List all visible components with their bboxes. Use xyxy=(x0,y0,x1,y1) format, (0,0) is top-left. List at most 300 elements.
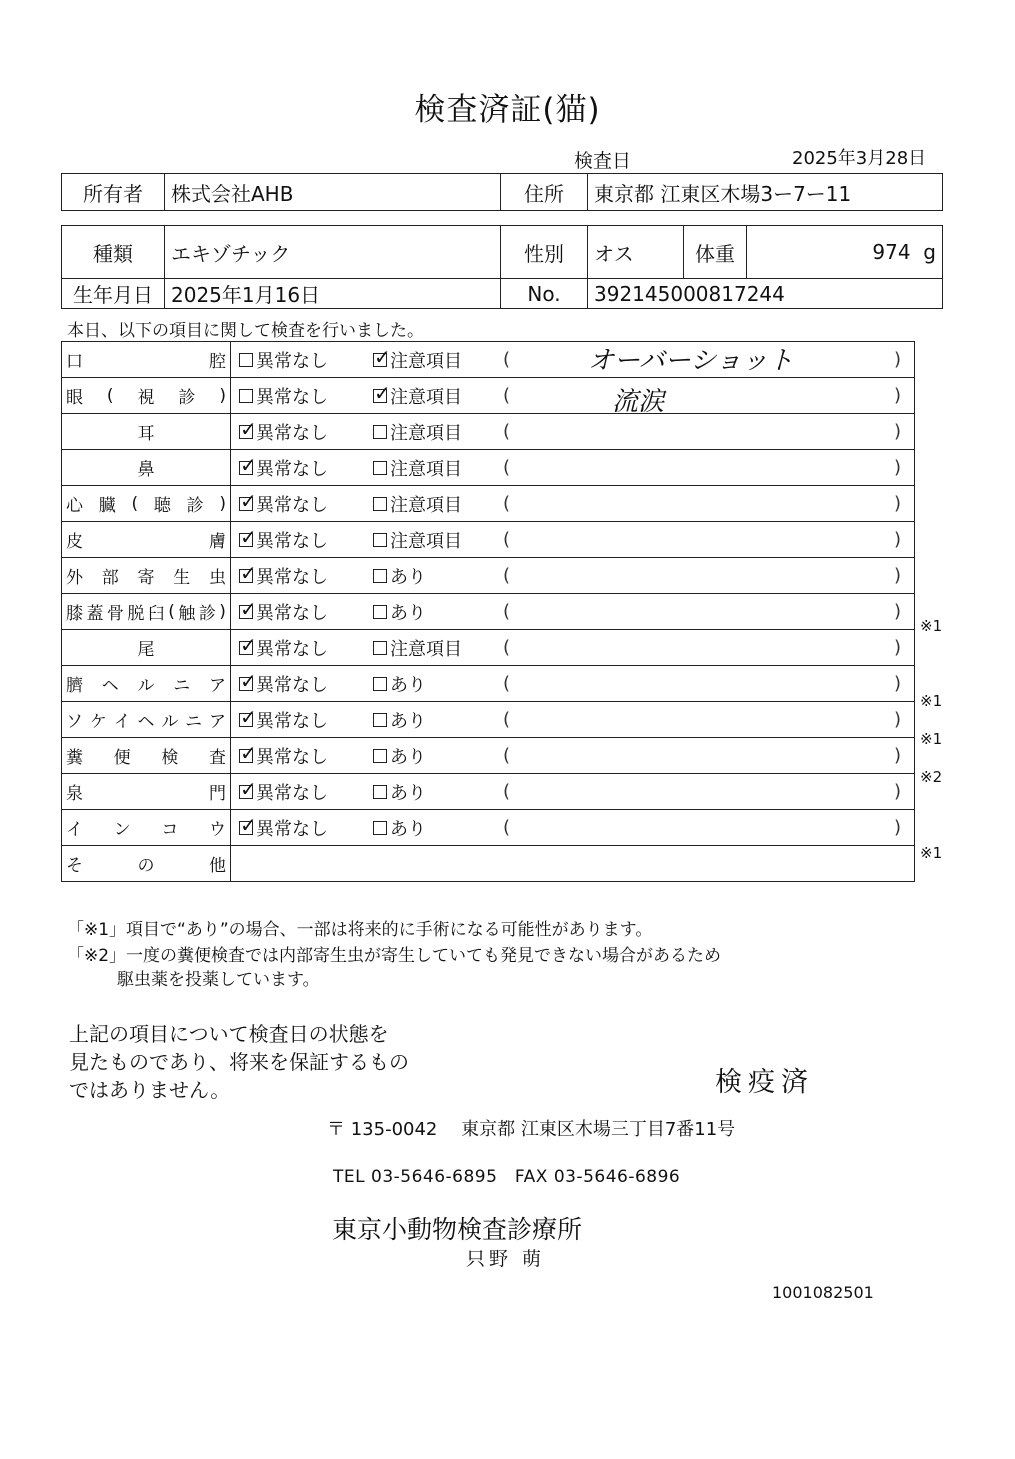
item-label-char: 部 xyxy=(101,568,119,588)
handwritten-note-eye: 流涙 xyxy=(612,387,665,417)
item-label-char: 臍 xyxy=(66,676,83,696)
caution-checkbox[interactable] xyxy=(373,671,503,697)
note-field[interactable] xyxy=(503,745,901,766)
item-label-char: 虫 xyxy=(209,568,226,588)
item-label-text xyxy=(66,383,226,408)
checkbox-box[interactable] xyxy=(239,632,257,657)
checkbox-box[interactable] xyxy=(239,596,257,621)
inspection-options xyxy=(231,558,915,594)
check-mark-icon: ✓ xyxy=(240,632,257,657)
checkbox-box[interactable] xyxy=(239,740,257,765)
inspection-options xyxy=(231,630,915,666)
normal-checkbox[interactable] xyxy=(231,524,373,553)
inspection-options xyxy=(231,450,915,486)
inspection-options xyxy=(231,594,915,630)
caution-option-label: 注意項目 xyxy=(390,530,462,552)
checkbox-box[interactable] xyxy=(239,488,257,513)
inspection-row xyxy=(62,378,915,414)
item-label-char: ケ xyxy=(89,712,107,732)
check-mark-icon: ✓ xyxy=(240,668,257,693)
note-field[interactable] xyxy=(503,493,901,514)
caution-checkbox[interactable] xyxy=(373,491,503,517)
item-label-char: ソ xyxy=(66,712,83,732)
normal-checkbox[interactable] xyxy=(231,776,373,805)
open-paren: ( xyxy=(503,817,511,838)
item-label-char: 診 xyxy=(186,496,204,516)
options-row xyxy=(231,776,914,805)
inspection-item-label xyxy=(62,450,231,486)
item-label-char: 蓋 xyxy=(86,604,104,624)
birth-value: 2025年1月16日 xyxy=(165,279,501,309)
footnote-2-line2: 駆虫薬を投薬しています。 xyxy=(117,970,320,990)
close-paren: ) xyxy=(893,529,901,550)
checkbox-box[interactable] xyxy=(373,569,387,583)
inspection-options xyxy=(231,378,915,414)
normal-checkbox[interactable] xyxy=(231,560,373,589)
close-paren: ) xyxy=(893,421,901,442)
options-row xyxy=(231,632,914,661)
clinic-address: 〒 135-0042 東京都 江東区木場三丁目7番11号 xyxy=(327,1119,736,1140)
close-paren: ) xyxy=(893,745,901,766)
page-title: 検査済証(猫) xyxy=(414,92,601,128)
normal-checkbox[interactable] xyxy=(231,347,373,373)
options-row xyxy=(231,344,914,373)
checkbox-box[interactable] xyxy=(239,812,257,837)
open-paren: ( xyxy=(503,745,511,766)
item-label-char: 聴 xyxy=(153,496,171,516)
side-note-larynx: ※1 xyxy=(920,844,943,862)
check-mark-icon: ✓ xyxy=(374,380,391,405)
note-field[interactable] xyxy=(503,385,901,406)
checkbox-box[interactable] xyxy=(239,704,257,729)
caution-option-label: 注意項目 xyxy=(390,422,462,444)
check-mark-icon: ✓ xyxy=(240,560,257,585)
open-paren: ( xyxy=(503,565,511,586)
inspection-item-label xyxy=(62,414,231,450)
close-paren: ) xyxy=(893,565,901,586)
item-label-char: そ xyxy=(66,856,83,876)
item-label-char: 膝 xyxy=(66,604,83,624)
normal-option-label: 異常なし xyxy=(256,494,328,516)
item-label-char: 生 xyxy=(173,568,191,588)
inspection-row xyxy=(62,702,915,738)
note-field[interactable] xyxy=(503,781,901,802)
statement-line3: ではありません。 xyxy=(69,1078,231,1102)
open-paren: ( xyxy=(503,385,511,406)
item-label-char: 診 xyxy=(198,604,216,624)
check-mark-icon: ✓ xyxy=(240,524,257,549)
caution-checkbox[interactable] xyxy=(373,455,503,481)
inspection-options xyxy=(231,522,915,558)
owner-label: 所有者 xyxy=(62,174,165,211)
item-label-char: ( xyxy=(106,385,114,406)
normal-checkbox[interactable] xyxy=(231,632,373,661)
caution-checkbox[interactable] xyxy=(373,779,503,805)
caution-checkbox[interactable] xyxy=(373,419,503,445)
breed-value: エキゾチック xyxy=(165,226,501,279)
weight-number: 974 xyxy=(872,240,911,264)
inspection-row xyxy=(62,666,915,702)
options-row xyxy=(231,668,914,697)
close-paren: ) xyxy=(893,385,901,406)
handwritten-note-oral: オーバーショット xyxy=(588,346,794,376)
inspection-item-label xyxy=(62,594,231,630)
open-paren: ( xyxy=(503,709,511,730)
item-label-char: ) xyxy=(219,601,226,622)
item-label-text: 耳 xyxy=(137,424,155,444)
inspection-options xyxy=(231,702,915,738)
options-row xyxy=(231,740,914,769)
number-label: No. xyxy=(501,279,588,309)
item-label-char: ン xyxy=(113,820,131,840)
options-row xyxy=(231,812,914,841)
open-paren: ( xyxy=(503,781,511,802)
open-paren: ( xyxy=(503,601,511,622)
item-label-char: 口 xyxy=(66,352,83,372)
normal-option-label: 異常なし xyxy=(256,422,328,444)
caution-option-label: 注意項目 xyxy=(390,386,462,408)
caution-checkbox[interactable] xyxy=(373,527,503,553)
item-label-text xyxy=(66,779,226,804)
normal-option-label: 異常なし xyxy=(256,782,328,804)
checkbox-box[interactable] xyxy=(239,776,257,801)
inspection-item-label xyxy=(62,846,231,882)
checkbox-box[interactable] xyxy=(373,425,387,439)
item-label-text: 尾 xyxy=(137,640,155,660)
checkbox-box[interactable] xyxy=(239,560,257,585)
checkbox-box[interactable] xyxy=(373,641,387,655)
caution-checkbox[interactable] xyxy=(373,563,503,589)
note-field[interactable] xyxy=(503,637,901,658)
owner-table xyxy=(61,173,943,211)
close-paren: ) xyxy=(893,493,901,514)
checkbox-box[interactable] xyxy=(373,749,387,763)
caution-checkbox[interactable] xyxy=(373,743,503,769)
normal-checkbox[interactable] xyxy=(231,452,373,481)
check-mark-icon: ✓ xyxy=(240,488,257,513)
check-mark-icon: ✓ xyxy=(240,704,257,729)
checkbox-box[interactable] xyxy=(373,677,387,691)
item-label-text xyxy=(66,347,226,372)
side-note-patella: ※1 xyxy=(920,617,943,635)
normal-option-label: 異常なし xyxy=(256,350,328,372)
checkbox-box[interactable] xyxy=(373,785,387,799)
inspection-options xyxy=(231,810,915,846)
normal-checkbox[interactable] xyxy=(231,488,373,517)
item-label-text xyxy=(66,491,226,516)
checkbox-box[interactable] xyxy=(373,497,387,511)
caution-option-label: あり xyxy=(390,566,426,588)
normal-option-label: 異常なし xyxy=(256,602,328,624)
document-number: 1001082501 xyxy=(772,1283,874,1302)
caution-option-label: 注意項目 xyxy=(390,494,462,516)
note-field[interactable] xyxy=(503,529,901,550)
close-paren: ) xyxy=(893,781,901,802)
item-label-char: ア xyxy=(209,676,226,696)
side-note-inguinal: ※1 xyxy=(920,730,943,748)
item-label-char: 糞 xyxy=(66,748,83,768)
inspection-row xyxy=(62,522,915,558)
item-label-char: 診 xyxy=(178,388,196,408)
checkbox-box[interactable] xyxy=(239,452,257,477)
caution-checkbox[interactable] xyxy=(373,380,503,409)
item-label-char: イ xyxy=(66,820,83,840)
item-label-char: 査 xyxy=(208,748,226,768)
inspection-item-label xyxy=(62,774,231,810)
open-paren: ( xyxy=(503,637,511,658)
side-note-fecal: ※2 xyxy=(920,768,943,786)
caution-option-label: あり xyxy=(390,818,426,840)
clinic-name: 東京小動物検査診療所 xyxy=(332,1215,583,1244)
address-label: 住所 xyxy=(501,174,588,211)
inspection-table xyxy=(61,341,915,882)
owner-value: 株式会社AHB xyxy=(165,174,501,211)
note-field[interactable] xyxy=(503,673,901,694)
item-label-char: ( xyxy=(168,601,175,622)
caution-option-label: あり xyxy=(390,602,426,624)
item-label-char: 外 xyxy=(66,568,83,588)
item-label-char: 心 xyxy=(66,496,83,516)
checkbox-box[interactable] xyxy=(373,461,387,475)
inspection-options xyxy=(231,342,915,378)
item-label-char: ) xyxy=(219,493,226,514)
item-label-text: 鼻 xyxy=(137,460,155,480)
note-field[interactable] xyxy=(503,457,901,478)
checkbox-box[interactable] xyxy=(239,353,253,367)
inspection-row xyxy=(62,414,915,450)
caution-option-label: 注意項目 xyxy=(390,458,462,480)
checkbox-box[interactable] xyxy=(239,524,257,549)
check-mark-icon: ✓ xyxy=(240,416,257,441)
note-field[interactable] xyxy=(503,817,901,838)
caution-option-label: あり xyxy=(390,746,426,768)
item-label-char: の xyxy=(137,856,155,876)
statement-line1: 上記の項目について検査日の状態を xyxy=(69,1022,389,1046)
item-label-char: ル xyxy=(161,712,179,732)
item-label-char: ) xyxy=(219,385,226,406)
item-label-char: 脱 xyxy=(127,604,145,624)
caution-checkbox[interactable] xyxy=(373,707,503,733)
inspection-row xyxy=(62,774,915,810)
inspection-row xyxy=(62,630,915,666)
normal-checkbox[interactable] xyxy=(231,383,373,409)
note-field[interactable] xyxy=(503,709,901,730)
item-label-text xyxy=(66,743,226,768)
inspection-options xyxy=(231,738,915,774)
normal-checkbox[interactable] xyxy=(231,812,373,841)
inspection-item-label xyxy=(62,702,231,738)
caution-option-label: あり xyxy=(390,782,426,804)
exam-date-value: 2025年3月28日 xyxy=(792,148,927,169)
check-mark-icon: ✓ xyxy=(240,596,257,621)
close-paren: ) xyxy=(893,637,901,658)
item-label-char: コ xyxy=(161,820,179,840)
inspection-row xyxy=(62,486,915,522)
options-row xyxy=(231,452,914,481)
weight-label: 体重 xyxy=(684,226,747,279)
animal-table xyxy=(61,225,943,309)
checkbox-box[interactable] xyxy=(239,668,257,693)
options-row xyxy=(231,380,914,409)
normal-checkbox[interactable] xyxy=(231,668,373,697)
checkbox-box[interactable] xyxy=(239,416,257,441)
checkbox-box[interactable] xyxy=(373,713,387,727)
normal-option-label: 異常なし xyxy=(256,746,328,768)
close-paren: ) xyxy=(893,817,901,838)
item-label-char: 眼 xyxy=(66,388,83,408)
inspection-item-label xyxy=(62,342,231,378)
item-label-text xyxy=(66,707,226,732)
options-row xyxy=(231,524,914,553)
open-paren: ( xyxy=(503,421,511,442)
item-label-char: 門 xyxy=(209,784,226,804)
item-label-char: 臓 xyxy=(98,496,116,516)
item-label-char: ニ xyxy=(185,712,203,732)
inspection-item-label xyxy=(62,666,231,702)
item-label-text xyxy=(66,563,226,588)
item-label-char: ニ xyxy=(173,676,191,696)
weight-value xyxy=(747,226,943,279)
item-label-char: ( xyxy=(131,493,139,514)
normal-option-label: 異常なし xyxy=(256,530,328,552)
sex-value: オス xyxy=(588,226,684,279)
item-label-char: 骨 xyxy=(106,604,124,624)
inspection-options xyxy=(231,774,915,810)
caution-option-label: 注意項目 xyxy=(390,350,462,372)
item-label-char: 臼 xyxy=(147,604,165,624)
weight-unit: g xyxy=(923,240,936,264)
item-label-text xyxy=(66,671,226,696)
checkbox-box[interactable] xyxy=(373,344,391,369)
clinic-tel-fax: TEL 03-5646-6895 FAX 03-5646-6896 xyxy=(333,1167,681,1187)
check-mark-icon: ✓ xyxy=(240,740,257,765)
open-paren: ( xyxy=(503,673,511,694)
item-label-char: 他 xyxy=(209,856,226,876)
normal-checkbox[interactable] xyxy=(231,416,373,445)
inspection-row xyxy=(62,558,915,594)
normal-option-label: 異常なし xyxy=(256,674,328,696)
breed-label: 種類 xyxy=(62,226,165,279)
inspection-row xyxy=(62,594,915,630)
options-row xyxy=(231,704,914,733)
inspection-row xyxy=(62,738,915,774)
note-field[interactable] xyxy=(503,421,901,442)
item-label-text xyxy=(66,599,226,624)
open-paren: ( xyxy=(503,457,511,478)
item-label-char: 腔 xyxy=(209,352,226,372)
normal-checkbox[interactable] xyxy=(231,704,373,733)
checkbox-box[interactable] xyxy=(373,533,387,547)
item-label-char: 皮 xyxy=(66,532,83,552)
checkbox-box[interactable] xyxy=(373,821,387,835)
caution-option-label: あり xyxy=(390,674,426,696)
normal-option-label: 異常なし xyxy=(256,566,328,588)
close-paren: ) xyxy=(893,457,901,478)
item-label-char: ア xyxy=(208,712,226,732)
item-label-char: 視 xyxy=(137,388,155,408)
options-row xyxy=(231,596,914,625)
caution-option-label: あり xyxy=(390,710,426,732)
check-mark-icon: ✓ xyxy=(240,776,257,801)
checkbox-box[interactable] xyxy=(373,380,391,405)
item-label-char: ヘ xyxy=(137,712,155,732)
inspection-item-label xyxy=(62,486,231,522)
close-paren: ) xyxy=(893,601,901,622)
open-paren: ( xyxy=(503,349,511,370)
item-label-text xyxy=(66,527,226,552)
doctor-name: 只野 萌 xyxy=(466,1248,546,1270)
close-paren: ) xyxy=(893,673,901,694)
open-paren: ( xyxy=(503,529,511,550)
inspection-item-label xyxy=(62,630,231,666)
address-value: 東京都 江東区木場3ー7ー11 xyxy=(588,174,943,211)
normal-checkbox[interactable] xyxy=(231,740,373,769)
inspection-options xyxy=(231,486,915,522)
options-row xyxy=(231,560,914,589)
inspection-item-label xyxy=(62,558,231,594)
caution-checkbox[interactable] xyxy=(373,815,503,841)
item-label-char: 寄 xyxy=(137,568,155,588)
item-label-char: 触 xyxy=(178,604,196,624)
close-paren: ) xyxy=(893,349,901,370)
sex-label: 性別 xyxy=(501,226,588,279)
normal-option-label: 異常なし xyxy=(256,710,328,732)
birth-label: 生年月日 xyxy=(62,279,165,309)
normal-option-label: 異常なし xyxy=(256,458,328,480)
options-row xyxy=(231,416,914,445)
item-label-char: 検 xyxy=(161,748,179,768)
check-mark-icon: ✓ xyxy=(240,812,257,837)
footnote-1: 「※1」項目で“あり”の場合、一部は将来的に手術になる可能性があります。 xyxy=(67,920,653,940)
inspection-row xyxy=(62,450,915,486)
inspection-row xyxy=(62,810,915,846)
normal-checkbox[interactable] xyxy=(231,596,373,625)
inspection-item-label xyxy=(62,522,231,558)
item-label-char: ル xyxy=(137,676,155,696)
item-label-char: イ xyxy=(113,712,131,732)
inspection-item-label xyxy=(62,738,231,774)
side-note-umbilical: ※1 xyxy=(920,692,943,710)
note-field[interactable] xyxy=(503,601,901,622)
intro-text: 本日、以下の項目に関して検査を行いました。 xyxy=(67,321,424,341)
caution-checkbox[interactable] xyxy=(373,635,503,661)
other-notes-field[interactable] xyxy=(231,846,915,882)
check-mark-icon: ✓ xyxy=(240,452,257,477)
item-label-char: 便 xyxy=(113,748,131,768)
caution-option-label: 注意項目 xyxy=(390,638,462,660)
caution-checkbox[interactable] xyxy=(373,599,503,625)
inspection-row-other xyxy=(62,846,915,882)
footnote-2-line1: 「※2」一度の糞便検査では内部寄生虫が寄生していても発見できない場合があるため xyxy=(67,946,722,966)
options-row xyxy=(231,488,914,517)
open-paren: ( xyxy=(503,493,511,514)
item-label-text xyxy=(66,851,226,876)
checkbox-box[interactable] xyxy=(239,389,253,403)
statement-line2: 見たものであり、将来を保証するもの xyxy=(69,1050,409,1074)
inspection-options xyxy=(231,414,915,450)
item-label-char: ウ xyxy=(208,820,226,840)
close-paren: ) xyxy=(893,709,901,730)
normal-option-label: 異常なし xyxy=(256,818,328,840)
item-label-text xyxy=(66,815,226,840)
normal-option-label: 異常なし xyxy=(256,386,328,408)
exam-date-label: 検査日 xyxy=(574,150,632,172)
note-field[interactable] xyxy=(503,565,901,586)
caution-checkbox[interactable] xyxy=(373,344,503,373)
checkbox-box[interactable] xyxy=(373,605,387,619)
item-label-char: 膚 xyxy=(209,532,226,552)
item-label-char: 泉 xyxy=(66,784,83,804)
